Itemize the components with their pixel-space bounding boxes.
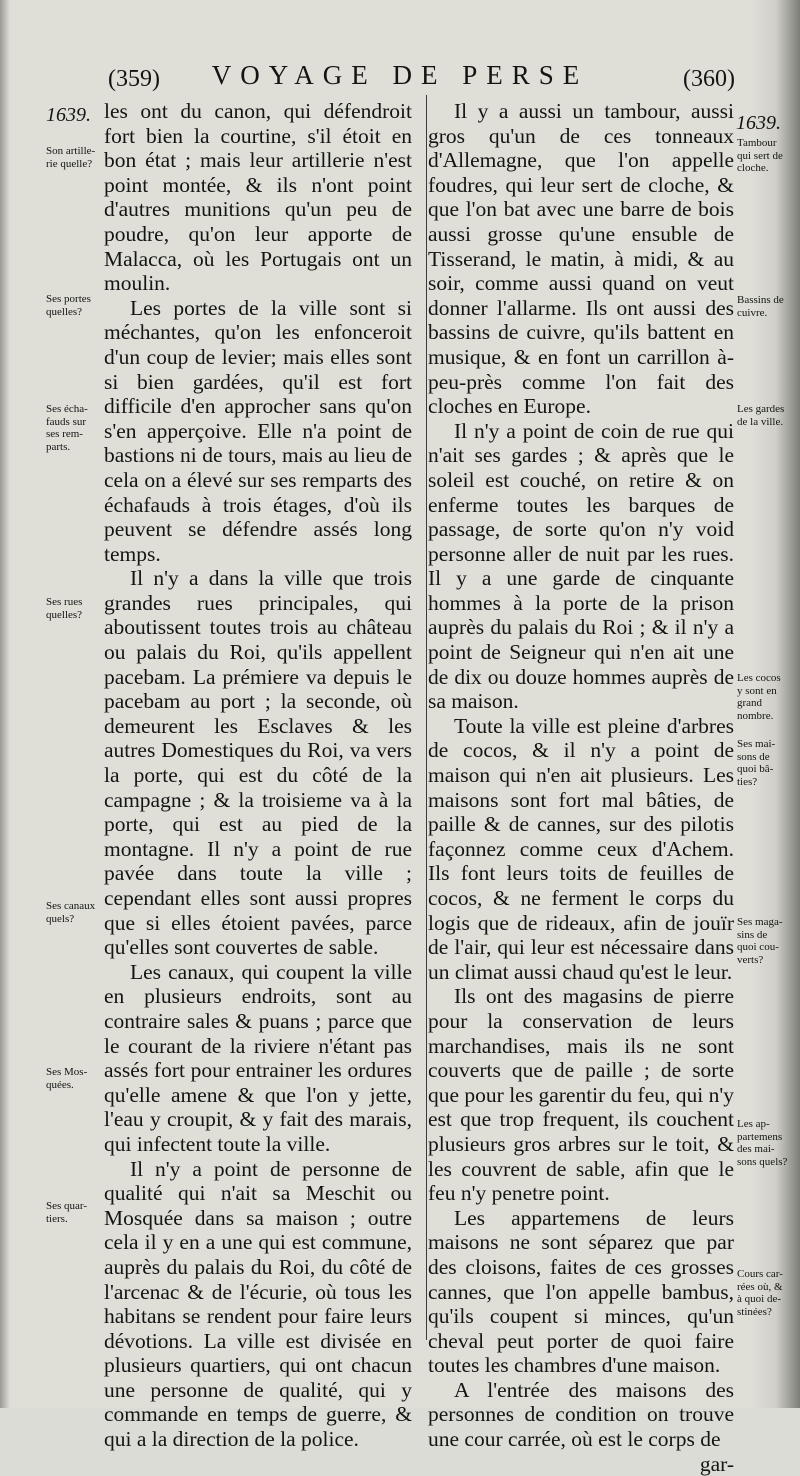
year-marginal-left: 1639. xyxy=(46,104,91,126)
left-column xyxy=(104,99,412,1452)
paragraph: A l'entrée des maisons des personnes de condition on trouve une cour carrée, où est le corps de xyxy=(428,1377,734,1452)
margin-note: Cours car- rées où, & à quoi de- stinées? xyxy=(737,1268,783,1318)
paragraph: Il n'y a point de personne de qualité qui n'ait sa Meschit ou Mosquée dans sa maison ; outre cela il y en a une qui est commune, auprès du palais du Roi, du côté de l'arcenac & de l'écurie, où tous les habitans se rendent pour faire leurs dévotions. La ville est divisée en plusieurs quartiers, qui ont chacun une personne de qualité, qui y commande en temps de guerre, & qui a la direction de la police. xyxy=(104,1156,412,1452)
column-divider xyxy=(426,95,427,1340)
margin-note: Bassins de cuivre. xyxy=(737,294,784,319)
paragraph: Ils ont des magasins de pierre pour la conservation de leurs marchandises, mais ils ne sont couverts que de paille ; de sorte que pour les garentir du feu, qui n'y est que trop frequent, ils couchent plusieurs gros arbres sur le toit, & les couvrent de sable, afin que le feu n'y penetre point. xyxy=(428,984,734,1206)
margin-note: Les cocos y sont en grand nombre. xyxy=(737,672,781,722)
paragraph: Les appartemens de leurs maisons ne sont séparez que par des cloisons, faites de ces grosses cannes, que l'on appelle bambus, qu'ils coupent si minces, qu'un cheval peut porter de quoi faire toutes les chambres d'une maison. xyxy=(428,1205,734,1378)
year-marginal-right: 1639. xyxy=(736,112,781,134)
paragraph: Il n'y a dans la ville que trois grandes rues principales, qui aboutissent toutes trois au château ou palais du Roi, qu'ils appellent pacebam. La prémiere va depuis le pacebam au port ; la seconde, où demeurent les Esclaves & les autres Domestiques du Roi, va vers la porte, qui est du côté de la campagne ; & la troisieme va à la porte, qui est au pied de la montagne. Il n'y a point de rue pavée dans toute la ville ; cependant elles sont aussi propres que si elles étoient pavées, parce qu'elles sont couvertes de sable. xyxy=(104,566,412,960)
running-title: VOYAGE DE PERSE xyxy=(211,60,589,90)
margin-note: Ses portes quelles? xyxy=(46,293,91,318)
page-edge-shadow xyxy=(0,0,10,1408)
margin-note: Ses quar- tiers. xyxy=(46,1200,88,1225)
margin-note: Ses écha- fauds sur ses rem- parts. xyxy=(46,403,88,453)
paragraph: Toute la ville est pleine d'arbres de cocos, & il n'y a point de maison qui n'en ait plusieurs. Les maisons sont fort mal bâties, de paille & de cannes, sur des pilotis façonnez comme ceux d'Achem. Ils font leurs toits de feuilles de cocos, & ne ferment le corps du logis que de rideaux, afin de jouïr de l'air, qui leur est nécessaire dans un climat aussi chaud qu'est le leur. xyxy=(428,713,734,984)
paragraph: Il n'y a point de coin de rue qui n'ait ses gardes ; & après que le soleil est couché, on retire & on enferme toutes les barques de passage, de sorte qu'on n'y void personne aller de nuit par les rues. Il y a une garde de cinquante hommes à la porte de la prison auprès du palais du Roi ; & il n'y a point de Seigneur qui n'en ait une de dix ou douze hommes auprès de sa maison. xyxy=(428,418,734,714)
margin-note: Tambour qui sert de cloche. xyxy=(737,137,783,174)
right-column xyxy=(428,99,734,1476)
paragraph: Les portes de la ville sont si méchantes, qu'on les enfonceroit d'un coup de levier; mais elles sont si bien gardées, qu'il est fort difficile d'en approcher sans qu'on s'en apperçoive. Elle n'a point de bastions ni de tours, mais au lieu de cela on a élevé sur ses remparts des échafauds à trois étages, d'où ils peuvent se défendre assés long temps. xyxy=(104,295,412,566)
margin-note: Ses Mos- quées. xyxy=(46,1066,88,1091)
margin-note: Ses canaux quels? xyxy=(46,900,96,925)
page-number-left: (359) xyxy=(108,66,160,92)
margin-note: Les gardes de la ville. xyxy=(737,403,785,428)
margin-note: Son artille- rie quelle? xyxy=(46,145,96,170)
catchword: gar- xyxy=(699,1451,734,1476)
margin-note: Ses mai- sons de quoi bâ- ties? xyxy=(737,738,776,788)
margin-note: Les ap- partemens des mai- sons quels? xyxy=(737,1118,788,1168)
margin-note: Ses maga- sins de quoi cou- verts? xyxy=(737,916,783,966)
margin-note: Ses rues quelles? xyxy=(46,596,83,621)
paragraph: Il y a aussi un tambour, aussi gros qu'un de ces tonneaux d'Allemagne, que l'on appelle foudres, qui leur sert de cloche, & que l'on bat avec une barre de bois aussi grosse qu'une ensuble de Tisserand, le matin, à midi, & au soir, comme aussi quand on veut donner l'allarme. Ils ont aussi des bassins de cuivre, qu'ils battent en musique, & en font un carrillon à-peu-près comme l'on fait des cloches en Europe. xyxy=(428,99,734,419)
paragraph: les ont du canon, qui défendroit fort bien la courtine, s'il étoit en bon état ; mais leur artillerie n'est point montée, & ils n'ont point d'autres munitions qu'un peu de poudre, qu'on leur apporte de Malacca, où les Portugais ont un moulin. xyxy=(104,99,412,296)
page-number-right: (360) xyxy=(683,66,735,92)
paragraph: Les canaux, qui coupent la ville en plusieurs endroits, sont au contraire sales & puans ; parce que le courant de la riviere n'étant pas assés fort pour entrainer les ordures qu'elle amene & que l'on y jette, l'eau y croupit, & y fait des marais, qui infectent toute la ville. xyxy=(104,959,412,1156)
